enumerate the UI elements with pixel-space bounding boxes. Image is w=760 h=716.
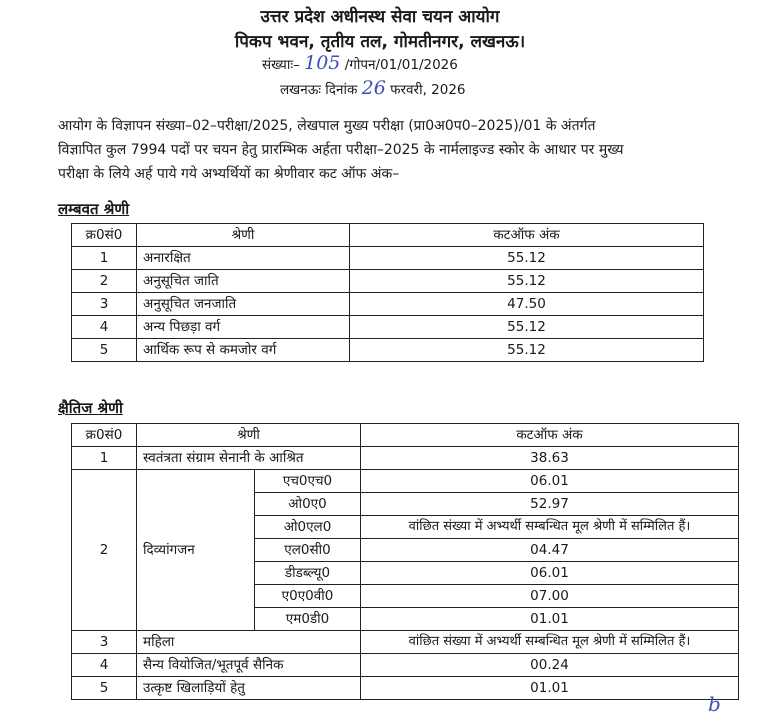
ref-number-handwritten: 105	[304, 52, 341, 74]
table-row	[72, 470, 739, 493]
serial-cell: 5	[72, 677, 137, 700]
cutoff-cell: 38.63	[361, 447, 739, 470]
serial-cell: 1	[72, 447, 137, 470]
cutoff-cell: 55.12	[350, 316, 704, 339]
horizontal-cutoff-table	[71, 423, 739, 700]
col-cutoff: कटऑफ अंक	[350, 224, 704, 247]
cutoff-cell: वांछित संख्या में अभ्यर्थी सम्बन्धित मूल श्रेणी में सम्मिलित हैं।	[361, 631, 739, 654]
cutoff-cell: 06.01	[361, 562, 739, 585]
subcategory-cell: ए0ए0वी0	[255, 585, 361, 608]
table-header-row	[72, 424, 739, 447]
reference-line	[262, 52, 458, 74]
subcategory-cell: एल0सी0	[255, 539, 361, 562]
table-row	[72, 316, 704, 339]
cutoff-cell: 52.97	[361, 493, 739, 516]
category-cell: आर्थिक रूप से कमजोर वर्ग	[137, 339, 350, 362]
serial-cell: 4	[72, 316, 137, 339]
intro-line-3: परीक्षा के लिये अर्ह पाये गये अभ्यर्थियों का श्रेणीवार कट ऑफ अंक–	[58, 166, 400, 182]
table-row	[72, 247, 704, 270]
date-day-handwritten: 26	[361, 77, 386, 99]
vertical-cutoff-table	[71, 223, 704, 362]
subcategory-cell: ओ0एल0	[255, 516, 361, 539]
table-header-row	[72, 224, 704, 247]
cutoff-cell: 01.01	[361, 677, 739, 700]
category-cell: महिला	[137, 631, 361, 654]
vertical-section-title: लम्बवत श्रेणी	[58, 200, 130, 218]
table-row	[72, 654, 739, 677]
ref-suffix: /गोपन/01/01/2026	[344, 57, 458, 73]
category-cell: अनारक्षित	[137, 247, 350, 270]
serial-cell: 2	[72, 470, 137, 631]
intro-line-1: आयोग के विज्ञापन संख्या–02–परीक्षा/2025, लेखपाल मुख्य परीक्षा (प्रा0अ0प0–2025)/01 के अंतर्गत	[58, 118, 596, 134]
serial-cell: 5	[72, 339, 137, 362]
table-row	[72, 293, 704, 316]
category-cell: अनुसूचित जाति	[137, 270, 350, 293]
cutoff-cell: 55.12	[350, 270, 704, 293]
col-category: श्रेणी	[137, 424, 361, 447]
col-category: श्रेणी	[137, 224, 350, 247]
cutoff-cell: 47.50	[350, 293, 704, 316]
table-row	[72, 270, 704, 293]
ref-prefix: संख्याः–	[262, 57, 300, 73]
cutoff-cell: 07.00	[361, 585, 739, 608]
cutoff-cell: 06.01	[361, 470, 739, 493]
category-cell: स्वतंत्रता संग्राम सेनानी के आश्रित	[137, 447, 361, 470]
category-cell: उत्कृष्ट खिलाड़ियों हेतु	[137, 677, 361, 700]
date-prefix: लखनऊः दिनांक	[280, 82, 358, 98]
subcategory-cell: डीडब्ल्यू0	[255, 562, 361, 585]
handwritten-margin-mark: b	[708, 692, 721, 716]
cutoff-cell: 55.12	[350, 339, 704, 362]
category-cell: सैन्य वियोजित/भूतपूर्व सैनिक	[137, 654, 361, 677]
cutoff-cell: वांछित संख्या में अभ्यर्थी सम्बन्धित मूल श्रेणी में सम्मिलित हैं।	[361, 516, 739, 539]
category-cell: अनुसूचित जनजाति	[137, 293, 350, 316]
col-serial: क्र0सं0	[72, 224, 137, 247]
subcategory-cell: ओ0ए0	[255, 493, 361, 516]
col-cutoff: कटऑफ अंक	[361, 424, 739, 447]
date-suffix: फरवरी, 2026	[390, 82, 466, 98]
cutoff-cell: 55.12	[350, 247, 704, 270]
serial-cell: 4	[72, 654, 137, 677]
cutoff-cell: 04.47	[361, 539, 739, 562]
serial-cell: 1	[72, 247, 137, 270]
subcategory-cell: एम0डी0	[255, 608, 361, 631]
org-title: उत्तर प्रदेश अधीनस्थ सेवा चयन आयोग	[260, 7, 500, 27]
table-row	[72, 631, 739, 654]
table-row	[72, 339, 704, 362]
col-serial: क्र0सं0	[72, 424, 137, 447]
cutoff-cell: 00.24	[361, 654, 739, 677]
org-address: पिकप भवन, तृतीय तल, गोमतीनगर, लखनऊ।	[234, 32, 526, 52]
table-row	[72, 447, 739, 470]
intro-line-2: विज्ञापित कुल 7994 पदों पर चयन हेतु प्रारम्भिक अर्हता परीक्षा–2025 के नार्मलाइज्ड स्कोर के आधार पर मुख्य	[58, 142, 624, 158]
cutoff-cell: 01.01	[361, 608, 739, 631]
horizontal-section-title: क्षैतिज श्रेणी	[58, 399, 123, 417]
serial-cell: 3	[72, 293, 137, 316]
table-row	[72, 677, 739, 700]
date-line	[280, 77, 466, 99]
category-cell: अन्य पिछड़ा वर्ग	[137, 316, 350, 339]
serial-cell: 3	[72, 631, 137, 654]
subcategory-cell: एच0एच0	[255, 470, 361, 493]
category-cell: दिव्यांगजन	[137, 470, 255, 631]
serial-cell: 2	[72, 270, 137, 293]
